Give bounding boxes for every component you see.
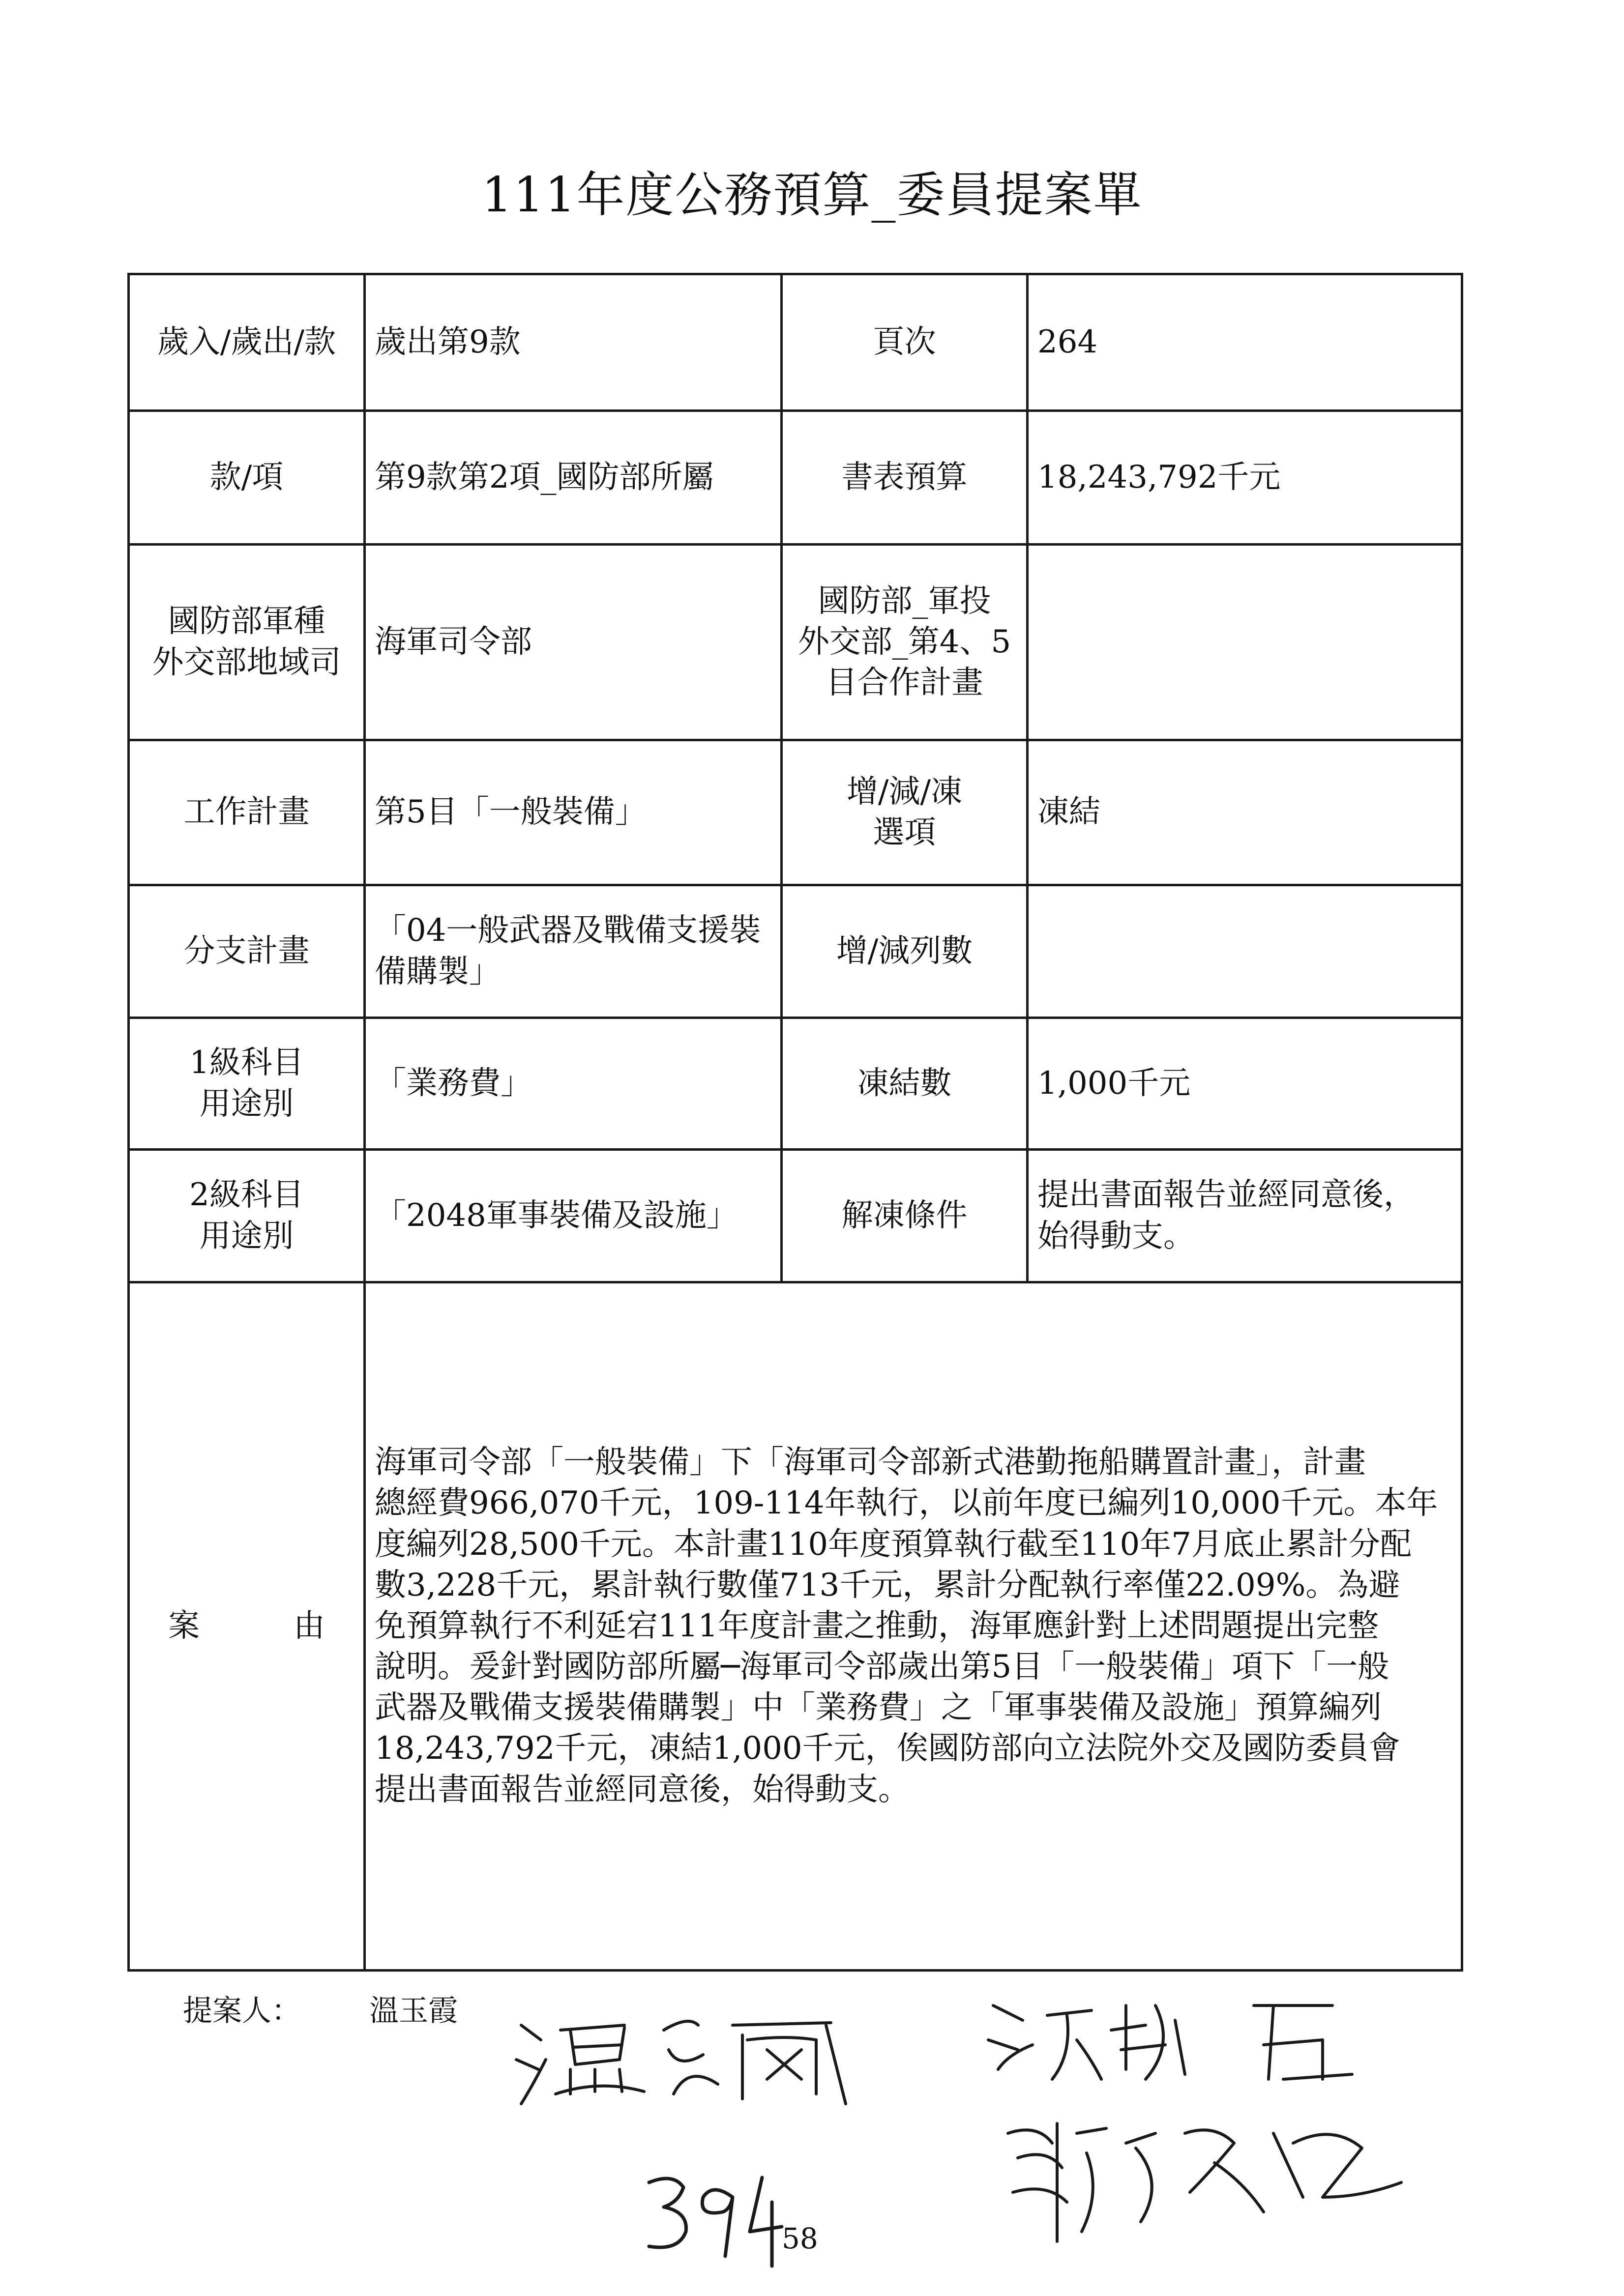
- proposer-line: [183, 1987, 458, 2030]
- label-line: 用途別: [199, 1218, 294, 1254]
- label-line: 外交部_第4、5: [797, 623, 1011, 660]
- label-budget-type: 歲入/歲出/款: [129, 274, 365, 411]
- label-line: 國防部軍種: [168, 603, 325, 640]
- label-line: 國防部_軍投: [818, 582, 991, 619]
- value-frozen-amount: 1,000千元: [1028, 1018, 1462, 1150]
- label-statement-budget: 書表預算: [782, 411, 1028, 545]
- label-line: 2級科目: [189, 1177, 304, 1214]
- label-reason: [129, 1282, 365, 1971]
- value-level1-subject: 「業務費」: [365, 1018, 782, 1150]
- value-work-plan: 第5目「一般裝備」: [365, 740, 782, 885]
- proposer-name: 溫玉霞: [369, 1994, 458, 2028]
- value-joint-plan: [1028, 545, 1462, 740]
- reason-text: [365, 1282, 1462, 1971]
- value-line: 「04一般武器及戰備支援裝: [375, 912, 761, 949]
- table-row: [129, 740, 1462, 885]
- value-level2-subject: 「2048軍事裝備及設施」: [365, 1150, 782, 1282]
- value-statement-budget: 18,243,792千元: [1028, 411, 1462, 545]
- label-line: 1級科目: [189, 1045, 304, 1081]
- table-row: [129, 1282, 1462, 1971]
- value-section-item: 第9款第2項_國防部所屬: [365, 411, 782, 545]
- table-row: [129, 545, 1462, 740]
- label-line: 外交部地域司: [152, 644, 341, 681]
- table-row: [129, 885, 1462, 1018]
- label-line: 目合作計畫: [826, 665, 983, 701]
- page-title: 111年度公務預算_委員提案單: [481, 167, 1143, 223]
- handwritten-signature: [978, 1986, 1421, 2261]
- page-number: 58: [782, 2222, 818, 2255]
- reason-line: 18,243,792千元，凍結1,000千元，俟國防部向立法院外交及國防委員會: [375, 1730, 1400, 1767]
- table-row: [129, 1018, 1462, 1150]
- value-page: 264: [1028, 274, 1462, 411]
- label-level1-subject: [129, 1018, 365, 1150]
- reason-line: 海軍司令部「一般裝備」下「海軍司令部新式港勤拖船購置計畫」，計畫: [375, 1444, 1366, 1481]
- value-line: 備購製」: [375, 953, 501, 990]
- reason-label-char: 案: [168, 1607, 200, 1644]
- label-military-branch: [129, 545, 365, 740]
- value-military-branch: 海軍司令部: [365, 545, 782, 740]
- reason-label-char: 由: [293, 1607, 325, 1644]
- label-work-plan: 工作計畫: [129, 740, 365, 885]
- label-line: 選項: [873, 814, 936, 851]
- label-frozen-amount: 凍結數: [782, 1018, 1028, 1150]
- reason-line: 說明。爰針對國防部所屬─海軍司令部歲出第5目「一般裝備」項下「一般: [375, 1649, 1389, 1686]
- reason-line: 提出書面報告並經同意後，始得動支。: [375, 1771, 910, 1808]
- value-branch-plan: [365, 885, 782, 1018]
- reason-line: 總經費966,070千元，109-114年執行，以前年度已編列10,000千元。本年: [375, 1485, 1438, 1522]
- label-level2-subject: [129, 1150, 365, 1282]
- reason-line: 度編列28,500千元。本計畫110年度預算執行截至110年7月底止累計分配: [375, 1526, 1412, 1563]
- label-page: 頁次: [782, 274, 1028, 411]
- reason-line: 武器及戰備支援裝備購製」中「業務費」之「軍事裝備及設施」預算編列: [375, 1689, 1382, 1726]
- label-line: 用途別: [199, 1085, 294, 1122]
- table-row: [129, 274, 1462, 411]
- value-adjust-amount: [1028, 885, 1462, 1018]
- label-unfreeze-condition: 解凍條件: [782, 1150, 1028, 1282]
- value-line: 始得動支。: [1037, 1218, 1195, 1254]
- value-line: 提出書面報告並經同意後，: [1037, 1177, 1415, 1214]
- label-adjust-option: [782, 740, 1028, 885]
- value-unfreeze-condition: [1028, 1150, 1462, 1282]
- table-row: [129, 411, 1462, 545]
- value-adjust-option: 凍結: [1028, 740, 1462, 885]
- label-branch-plan: 分支計畫: [129, 885, 365, 1018]
- proposer-label: 提案人：: [183, 1994, 301, 2028]
- handwritten-signature: [511, 1996, 856, 2114]
- table-row: [129, 1150, 1462, 1282]
- handwritten-number: [639, 2163, 787, 2271]
- reason-line: 數3,228千元，累計執行數僅713千元，累計分配執行率僅22.09%。為避: [375, 1567, 1400, 1603]
- value-budget-type: 歲出第9款: [365, 274, 782, 411]
- label-line: 增/減/凍: [846, 773, 963, 810]
- label-joint-plan: [782, 545, 1028, 740]
- proposal-form-table: [127, 273, 1463, 1972]
- label-adjust-amount: 增/減列數: [782, 885, 1028, 1018]
- reason-line: 免預算執行不利延宕111年度計畫之推動，海軍應針對上述問題提出完整: [375, 1607, 1379, 1644]
- label-section-item: 款/項: [129, 411, 365, 545]
